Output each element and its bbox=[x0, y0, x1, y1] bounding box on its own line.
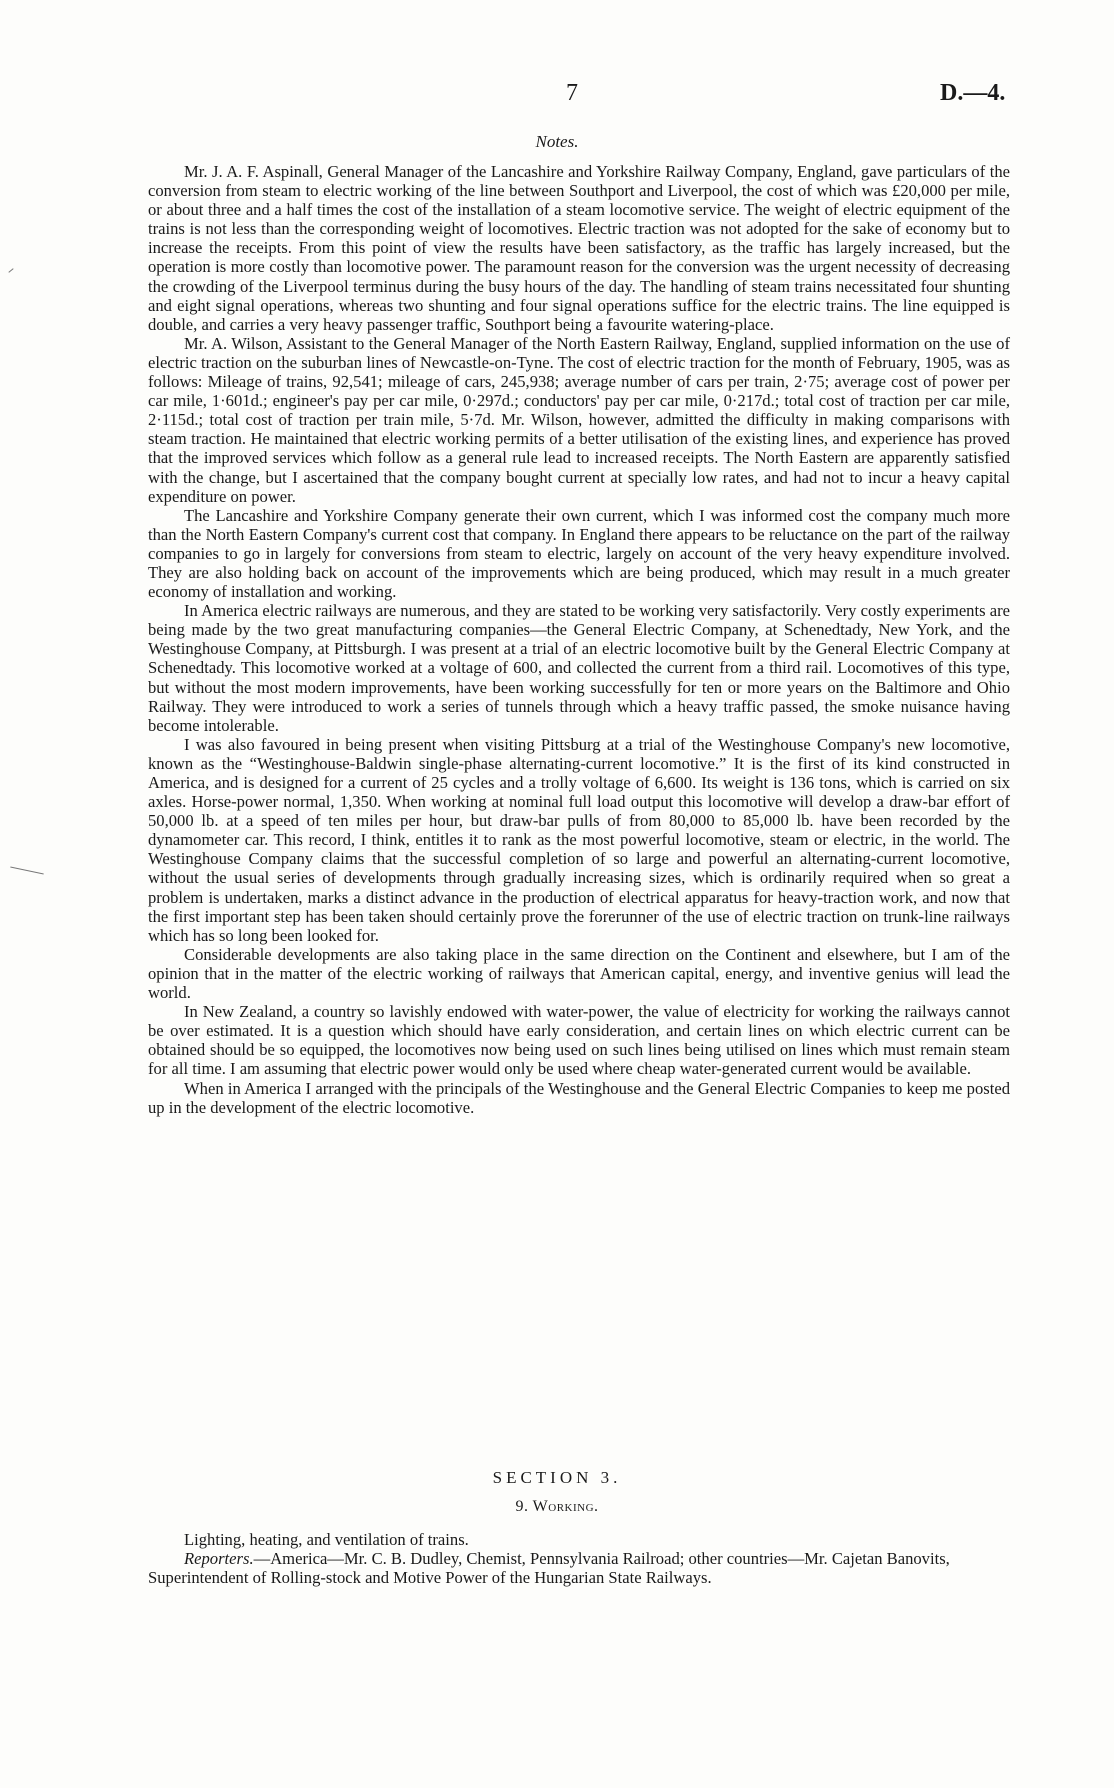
paragraph-conclusion: When in America I arranged with the principals of the Westinghouse and the General Electric Companies to keep me posted up in the development of the electric locomotive. bbox=[148, 1078, 1010, 1117]
margin-mark bbox=[8, 268, 13, 273]
paragraph-aspinall: Mr. J. A. F. Aspinall, General Manager of the Lancashire and Yorkshire Railway Company, England, gave particulars of the conversion from steam to electric working of the line between Southport and Liverpool, the cost of which was £20,000 per mile, or about three and a half times the cost of the installation of a steam locomotive service. The weight of electric equipment of the trains is not less than the corresponding weight of locomotives. Electric traction was not adopted for the sake of economy but to increase the receipts. From this point of view the results have been satisfactory, as the traffic has largely increased, but the operation is more costly than locomotive power. The paramount reason for the conversion was the urgent necessity of decreasing the crowding of the Liverpool terminus during the busy hours of the day. The handling of steam trains necessitated four shunting and eight signal operations, whereas two shunting and four signal operations suffice for the electric trains. The line equipped is double, and carries a very heavy passenger traffic, Southport being a favourite watering-place. bbox=[148, 162, 1010, 334]
notes-body bbox=[148, 162, 1010, 1117]
paragraph-lancashire-current: The Lancashire and Yorkshire Company generate their own current, which I was informed cost the company much more than the North Eastern Company's current cost that company. In England there appears to be reluctance on the part of the railway companies to go in largely for conversions from steam to electric, largely on account of the very heavy expenditure involved. They are also holding back on account of the improvements which are being produced, which may result in a much greater economy of installation and working. bbox=[148, 505, 1010, 602]
section-title: SECTION 3. bbox=[492, 1468, 622, 1487]
reporters-line bbox=[148, 1549, 1010, 1587]
reporters-label: Reporters. bbox=[184, 1549, 254, 1569]
paragraph-wilson: Mr. A. Wilson, Assistant to the General Manager of the North Eastern Railway, England, supplied information on the use of electric traction on the suburban lines of Newcastle-on-Tyne. The cost of electric traction for the month of February, 1905, was as follows: Mileage of trains, 92,541; mileage of cars, 245,938; average number of cars per train, 2·75; average cost of power per car mile, 1·601d.; engineer's pay per car mile, 0·297d.; conductors' pay per car mile, 0·217d.; total cost of traction per car mile, 2·115d.; total cost of traction per train mile, 5·7d. Mr. Wilson, however, admitted the difficulty in making comparisons with steam traction. He maintained that electric working permits of a better utilisation of the existing lines, and experience has proved that the improved services which follow as a general rule lead to increased receipts. The North Eastern are apparently satisfied with the change, but I ascertained that the company bought current at specially low rates, and had not to incur a heavy capital expenditure on power. bbox=[148, 333, 1010, 506]
paragraph-westinghouse: I was also favoured in being present when visiting Pittsburg at a trial of the Westinghouse Company's new locomotive, known as the “Westinghouse-Baldwin single-phase alternating-current locomotive.” It is the first of its kind constructed in America, and is designed for a current of 25 cycles and a trolly voltage of 6,600. Its weight is 136 tons, which is carried on six axles. Horse-power normal, 1,350. When working at nominal full load output this locomotive will develop a draw-bar effort of 50,000 lb. at a speed of ten miles per hour, but draw-bar pulls of from 80,000 to 85,000 lb. have been recorded by the dynamometer car. This record, I think, entitles it to rank as the most powerful locomotive, steam or electric, in the world. The Westinghouse Company claims that the successful completion of so large and powerful an alternating-current locomotive, without the usual series of developments through gradually increasing sizes, which is ordinarily required when so great a problem is undertaken, marks a distinct advance in the production of electrical apparatus for heavy-traction work, and now that the first important step has been taken should certainly prove the forerunner of the use of electric traction on trunk-line railways which has so long been looked for. bbox=[148, 734, 1010, 945]
section-topic: Lighting, heating, and ventilation of trains. bbox=[184, 1530, 469, 1549]
notes-heading: Notes. bbox=[535, 132, 579, 151]
document-code: D.—4. bbox=[940, 80, 1006, 106]
paragraph-america: In America electric railways are numerous, and they are stated to be working very satisfactorily. Very costly experiments are being made by the two great manufacturing companies—the General Electric Company, at Schenedtady, New York, and the Westinghouse Company, at Pittsburgh. I was present at a trial of an electric locomotive built by the General Electric Company at Schenedtady. This locomotive worked at a voltage of 600, and collected the current from a third rail. Locomotives of this type, but without the most modern improvements, have been working successfully for ten or more years on the Baltimore and Ohio Railway. They were introduced to work a series of tunnels through which a heavy traffic passed, the smoke nuisance having become intolerable. bbox=[148, 601, 1010, 735]
paragraph-new-zealand: In New Zealand, a country so lavishly endowed with water-power, the value of electricity for working the railways cannot be over estimated. It is a question which should have early consideration, and certain lines on which electric current can be obtained should be so equipped, the locomotives now being used on such lines being utilised on lines which must remain steam for all time. I am assuming that electric power would only be used where cheap water-generated current would be available. bbox=[148, 1002, 1010, 1079]
page-number: 7 bbox=[566, 80, 578, 106]
paragraph-continent: Considerable developments are also taking place in the same direction on the Continent and elsewhere, but I am of the opinion that in the matter of the electric working of railways that American capital, energy, and inventive genius will lead the world. bbox=[148, 944, 1010, 1003]
subsection-title: 9. Working. bbox=[515, 1498, 599, 1515]
margin-mark bbox=[10, 866, 43, 874]
reporters-text: —America—Mr. C. B. Dudley, Chemist, Pennsylvania Railroad; other countries—Mr. Cajetan Banovits, Superintendent of Rolling-stock and Motive Power of the Hungarian State Railways. bbox=[148, 1549, 950, 1588]
section-body bbox=[148, 1530, 1010, 1587]
